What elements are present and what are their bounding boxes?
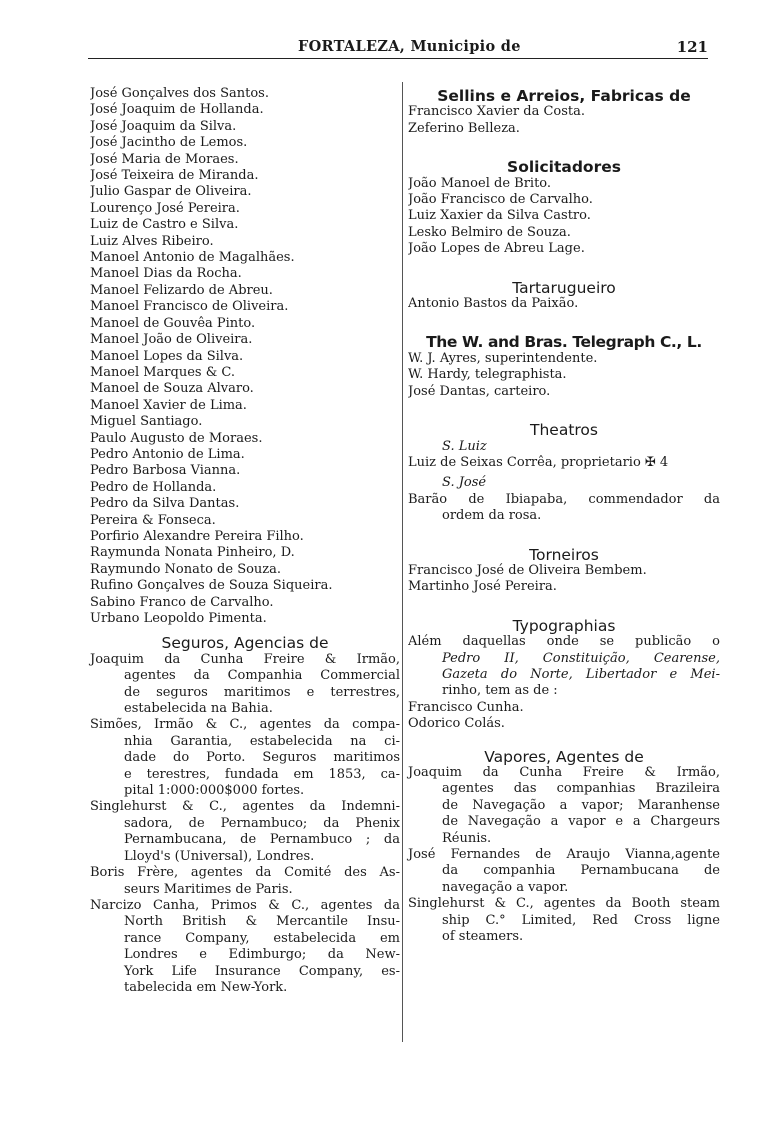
name-entry: Manoel Xavier de Lima. xyxy=(90,397,247,413)
entry-line: Lloyd's (Universal), Londres. xyxy=(124,848,315,864)
typographias-line-4: rinho, tem as de : xyxy=(442,683,558,699)
theatre-luiz-label: S. Luiz xyxy=(442,438,487,454)
list-item: Zeferino Belleza. xyxy=(408,120,520,136)
directory-entry xyxy=(408,847,720,896)
section-heading-seguros: Seguros, Agencias de xyxy=(161,634,329,653)
entry-line: e terestres, fundada em 1853, ca- xyxy=(124,766,400,782)
name-entry: Sabino Franco de Carvalho. xyxy=(90,594,274,610)
name-entry: Luiz Alves Ribeiro. xyxy=(90,233,214,249)
list-item: Martinho José Pereira. xyxy=(408,579,557,595)
name-entry: José Joaquim da Silva. xyxy=(90,118,237,134)
telegraph-list xyxy=(408,351,720,400)
name-entry: Manoel Marques & C. xyxy=(90,364,236,380)
entry-line: Simões, Irmão & C., agentes da compa- xyxy=(90,717,400,733)
list-item: Antonio Bastos da Paixão. xyxy=(408,296,579,312)
name-entry: Miguel Santiago. xyxy=(90,414,203,430)
section-heading-torneiros: Torneiros xyxy=(529,545,599,564)
entry-line: North British & Mercantile Insu- xyxy=(124,914,400,930)
name-entry: Pedro de Hollanda. xyxy=(90,479,217,495)
entry-line: estabelecida na Bahia. xyxy=(124,701,273,717)
entry-line: de Navegação a vapor; Maranhense xyxy=(442,797,720,813)
entry-line: Londres e Edimburgo; da New- xyxy=(124,947,400,963)
entry-line: nhia Garantia, estabelecida na ci- xyxy=(124,733,400,749)
entry-line: tabelecida em New-York. xyxy=(124,979,288,995)
entry-line: da companhia Pernambucana de xyxy=(442,863,720,879)
directory-entry xyxy=(90,717,400,799)
list-item: João Manoel de Brito. xyxy=(408,175,552,191)
name-entry: Pedro da Silva Dantas. xyxy=(90,496,240,512)
name-entry: Manoel João de Oliveira. xyxy=(90,332,253,348)
section-heading-typographias: Typographias xyxy=(512,616,616,635)
name-entry: José Gonçalves dos Santos. xyxy=(90,86,269,101)
name-entry: Manoel Antonio de Magalhães. xyxy=(90,250,295,266)
directory-entry xyxy=(90,652,400,718)
directory-entry xyxy=(408,896,720,945)
theatre-jose-line-1: Barão de Ibiapaba, commendador da xyxy=(408,491,720,507)
name-entry: José Maria de Moraes. xyxy=(90,151,239,167)
typographias-line-2: Pedro II, Constituição, Cearense, xyxy=(442,650,720,666)
vapores-entries xyxy=(408,765,720,945)
name-entry: Urbano Leopoldo Pimenta. xyxy=(90,611,267,626)
entry-line: sadora, de Pernambuco; da Phenix xyxy=(124,815,400,831)
entry-line: navegação a vapor. xyxy=(442,879,569,895)
torneiros-list xyxy=(408,563,720,596)
name-entry: Rufino Gonçalves de Souza Siqueira. xyxy=(90,578,333,594)
entry-line: Singlehurst & C., agentes da Indemni- xyxy=(90,799,400,815)
entry-line: York Life Insurance Company, es- xyxy=(124,963,400,979)
page-number: 121 xyxy=(676,38,708,56)
section-heading-theatros: Theatros xyxy=(530,421,598,440)
name-entry: Manoel Dias da Rocha. xyxy=(90,266,242,282)
entry-line: ship C.° Limited, Red Cross ligne xyxy=(442,912,720,928)
name-entry: Porfirio Alexandre Pereira Filho. xyxy=(90,528,304,544)
theatre-jose-line-2: ordem da rosa. xyxy=(442,508,542,524)
name-entry: Luiz de Castro e Silva. xyxy=(90,217,239,233)
entry-line: Singlehurst & C., agentes da Booth steam xyxy=(408,896,720,912)
entry-line: José Fernandes de Araujo Vianna,agente xyxy=(408,847,720,863)
name-entry: Raymundo Nonato de Souza. xyxy=(90,561,282,577)
sellins-list xyxy=(408,104,720,137)
entry-line: agentes da Companhia Commercial xyxy=(124,668,400,684)
entry-line: Boris Frère, agentes da Comité des As- xyxy=(90,865,400,881)
name-entry: Pedro Antonio de Lima. xyxy=(90,446,245,462)
entry-line: agentes das companhias Brazileira xyxy=(442,781,720,797)
name-entry: Manoel Francisco de Oliveira. xyxy=(90,299,289,315)
name-entry: José Teixeira de Miranda. xyxy=(90,168,259,184)
section-heading-tartarugueiro: Tartarugueiro xyxy=(512,278,616,297)
typographias-line-1: Além daquellas onde se publicão o xyxy=(408,634,720,650)
name-list xyxy=(90,86,400,627)
name-entry: Pereira & Fonseca. xyxy=(90,512,216,528)
entry-line: Joaquim da Cunha Freire & Irmão, xyxy=(408,765,720,780)
left-column xyxy=(90,86,400,996)
name-entry: Manoel de Souza Alvaro. xyxy=(90,381,254,397)
entry-line: pital 1:000:000$000 fortes. xyxy=(124,783,305,799)
solicitadores-list xyxy=(408,176,720,258)
list-item: W. J. Ayres, superintendente. xyxy=(408,350,598,366)
typographias-list xyxy=(408,700,720,733)
running-header xyxy=(88,34,708,59)
entry-line: rance Company, estabelecida em xyxy=(124,930,400,946)
entry-line: dade do Porto. Seguros maritimos xyxy=(124,750,400,766)
directory-entry xyxy=(408,765,720,847)
name-entry: Paulo Augusto de Moraes. xyxy=(90,430,263,446)
list-item: Francisco Xavier da Costa. xyxy=(408,104,586,120)
entry-line: Pernambucana, de Pernambuco ; da xyxy=(124,832,400,848)
list-item: João Lopes de Abreu Lage. xyxy=(408,241,585,257)
name-entry: Julio Gaspar de Oliveira. xyxy=(90,184,252,200)
name-entry: José Jacintho de Lemos. xyxy=(90,135,248,151)
column-divider xyxy=(402,82,403,1042)
theatre-jose-label: S. José xyxy=(442,475,487,491)
name-entry: Pedro Barbosa Vianna. xyxy=(90,463,241,479)
right-column xyxy=(408,86,720,945)
section-heading-solicitadores: Solicitadores xyxy=(507,158,621,177)
name-entry: Lourenço José Pereira. xyxy=(90,200,240,216)
list-item: Francisco José de Oliveira Bembem. xyxy=(408,562,647,578)
name-entry: Manoel Felizardo de Abreu. xyxy=(90,282,273,298)
name-entry: Manoel Lopes da Silva. xyxy=(90,348,244,364)
section-heading-sellins: Sellins e Arreios, Fabricas de xyxy=(437,87,691,105)
entry-line: de seguros maritimos e terrestres, xyxy=(124,684,400,700)
theatre-luiz-line: Luiz de Seixas Corrêa, proprietario ✠ 4 xyxy=(408,454,669,470)
directory-entry xyxy=(90,865,400,898)
list-item: José Dantas, carteiro. xyxy=(408,383,551,399)
entry-line: de Navegação a vapor e a Chargeurs xyxy=(442,814,720,830)
name-entry: José Joaquim de Hollanda. xyxy=(90,102,264,118)
directory-entry xyxy=(90,898,400,996)
list-item: Lesko Belmiro de Souza. xyxy=(408,224,571,240)
list-item: W. Hardy, telegraphista. xyxy=(408,367,567,383)
section-heading-vapores: Vapores, Agentes de xyxy=(484,747,644,766)
name-entry: Manoel de Gouvêa Pinto. xyxy=(90,315,256,331)
list-item: Francisco Cunha. xyxy=(408,699,524,715)
section-heading-telegraph: The W. and Bras. Telegraph C., L. xyxy=(426,333,702,352)
directory-entry xyxy=(90,799,400,865)
list-item: João Francisco de Carvalho. xyxy=(408,192,593,208)
name-entry: Raymunda Nonata Pinheiro, D. xyxy=(90,545,295,561)
list-item: Odorico Colás. xyxy=(408,716,505,732)
entry-line: Narcizo Canha, Primos & C., agentes da xyxy=(90,897,400,913)
entry-line: Joaquim da Cunha Freire & Irmão, xyxy=(90,651,400,667)
entry-line: seurs Maritimes de Paris. xyxy=(124,881,293,897)
header-title: FORTALEZA, Municipio de xyxy=(298,38,521,55)
tartarugueiro-list xyxy=(408,296,720,312)
typographias-line-3: Gazeta do Norte, Libertador e Mei- xyxy=(442,666,720,682)
seguros-entries xyxy=(90,652,400,997)
list-item: Luiz Xaxier da Silva Castro. xyxy=(408,208,591,224)
entry-line: Réunis. xyxy=(442,830,492,846)
entry-line: of steamers. xyxy=(442,929,524,945)
